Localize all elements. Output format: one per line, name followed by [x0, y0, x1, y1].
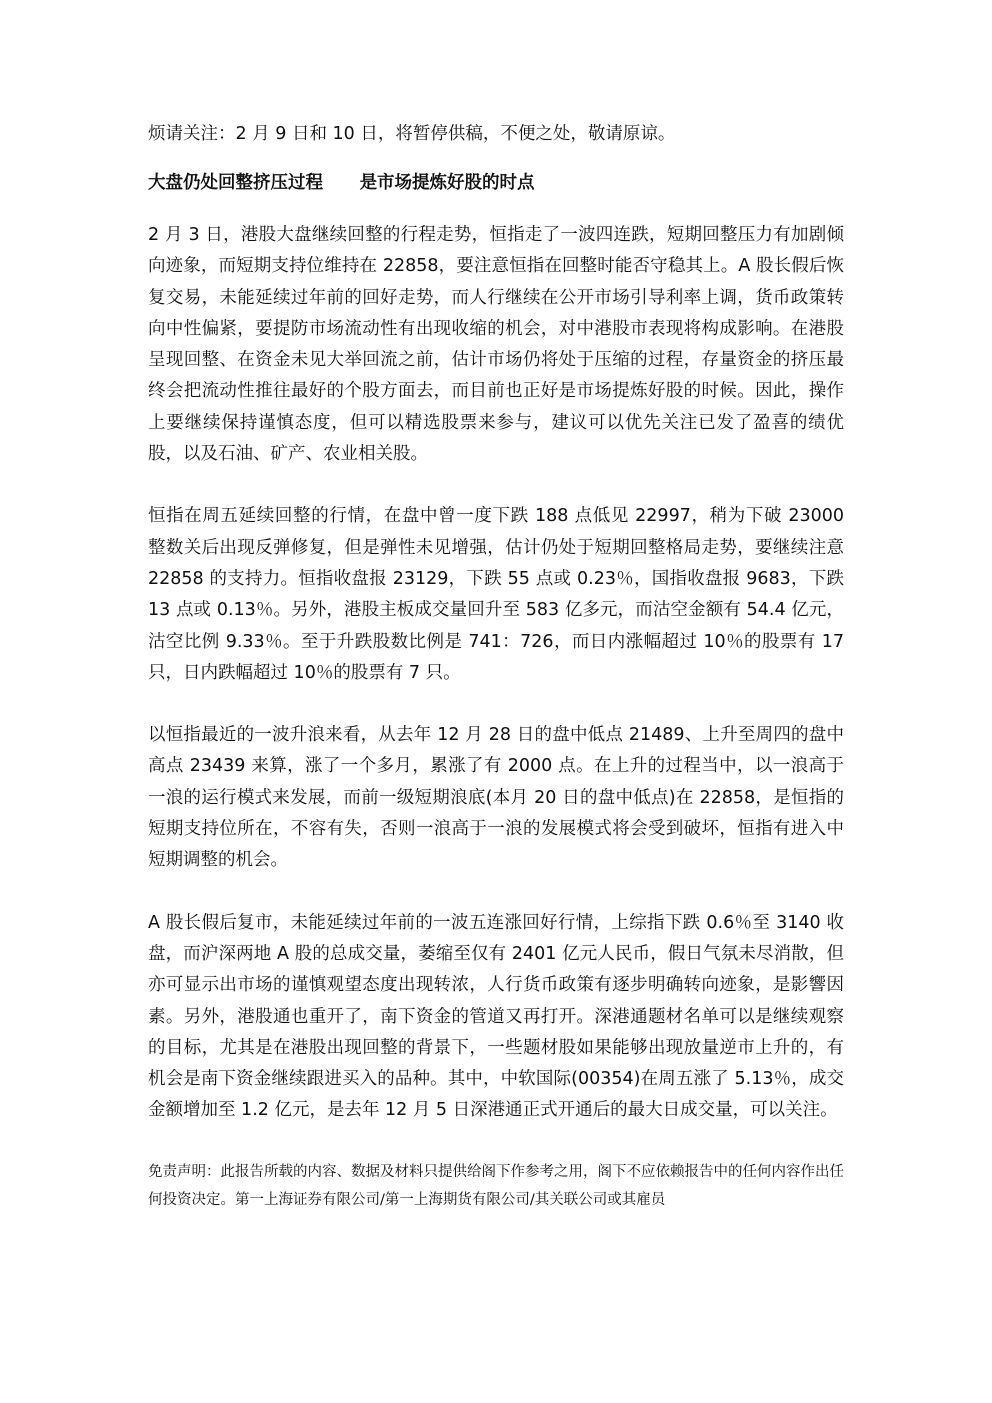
notice-text: 烦请关注：2 月 9 日和 10 日，将暂停供稿，不便之处，敬请原谅。	[148, 124, 676, 144]
headline-part-2: 是市场提炼好股的时点	[359, 173, 535, 193]
headline-part-1: 大盘仍处回整挤压过程	[148, 173, 323, 193]
paragraph-market-overview: 2 月 3 日，港股大盘继续回整的行程走势，恒指走了一波四连跌，短期回整压力有加剧倾向迹象，而短期支持位维持在 22858，要注意恒指在回整时能否守稳其上。A 股长假后恢复交易，未能延续过年前的回好走势，而人行继续在公开市场引导利率上调，货币政策转向中性偏紧，要提防市场流动性有出现收缩的机会，对中港股市表现将构成影响。在港股呈现回整、在资金未见大举回流之前，估计市场仍将处于压缩的过程，存量资金的挤压最终会把流动性推往最好的个股方面去，而目前也正好是市场提炼好股的时候。因此，操作上要继续保持谨慎态度，但可以精选股票来参与，建议可以优先关注已发了盈喜的绩优股，以及石油、矿产、农业相关股。	[148, 225, 844, 465]
paragraph-index-close: 恒指在周五延续回整的行情，在盘中曾一度下跌 188 点低见 22997，稍为下破 23000 整数关后出现反弹修复，但是弹性未见增强，估计仍处于短期回整格局走势，要继续注意 22858 的支持力。恒指收盘报 23129，下跌 55 点或 0.23％，国指收盘报 9683，下跌 13 点或 0.13％。另外，港股主板成交量回升至 583 亿多元，而沽空金额有 54.4 亿元，沽空比例 9.33％。至于升跌股数比例是 741：726，而日内涨幅超过 10％的股票有 17 只，日内跌幅超过 10％的股票有 7 只。	[148, 506, 844, 683]
document-page	[148, 118, 844, 1214]
paragraph-a-share: A 股长假后复市，未能延续过年前的一波五连涨回好行情，上综指下跌 0.6％至 3140 收盘，而沪深两地 A 股的总成交量，萎缩至仅有 2401 亿元人民币，假日气氛未尽消散，但亦可显示出市场的谨慎观望态度出现转浓，人行货币政策有逐步明确转向迹象，是影響因素。另外，港股通也重开了，南下资金的管道又再打开。深港通题材名单可以是继续观察的目标，尤其是在港股出现回整的背景下，一些题材股如果能够出现放量逆市上升的，有机会是南下资金继续跟进买入的品种。其中，中软国际(00354)在周五涨了 5.13％，成交金额增加至 1.2 亿元，是去年 12 月 5 日深港通正式开通后的最大日成交量，可以关注。	[148, 912, 844, 1121]
article-headline	[148, 167, 844, 200]
paragraph-wave-analysis: 以恒指最近的一波升浪来看，从去年 12 月 28 日的盘中低点 21489、上升至周四的盘中高点 23439 来算，涨了一个多月，累涨了有 2000 点。在上升的过程当中，以一浪高于一浪的运行模式来发展，而前一级短期浪底(本月 20 日的盘中低点)在 22858，是恒指的短期支持位所在，不容有失，否则一浪高于一浪的发展模式将会受到破坏，恒指有进入中短期调整的机会。	[148, 725, 844, 871]
disclaimer-text: 免责声明：此报告所载的内容、数据及材料只提供给阁下作参考之用，阁下不应依赖报告中的任何内容作出任何投资决定。第一上海证券有限公司/第一上海期货有限公司/其关联公司或其雇员	[148, 1163, 844, 1208]
